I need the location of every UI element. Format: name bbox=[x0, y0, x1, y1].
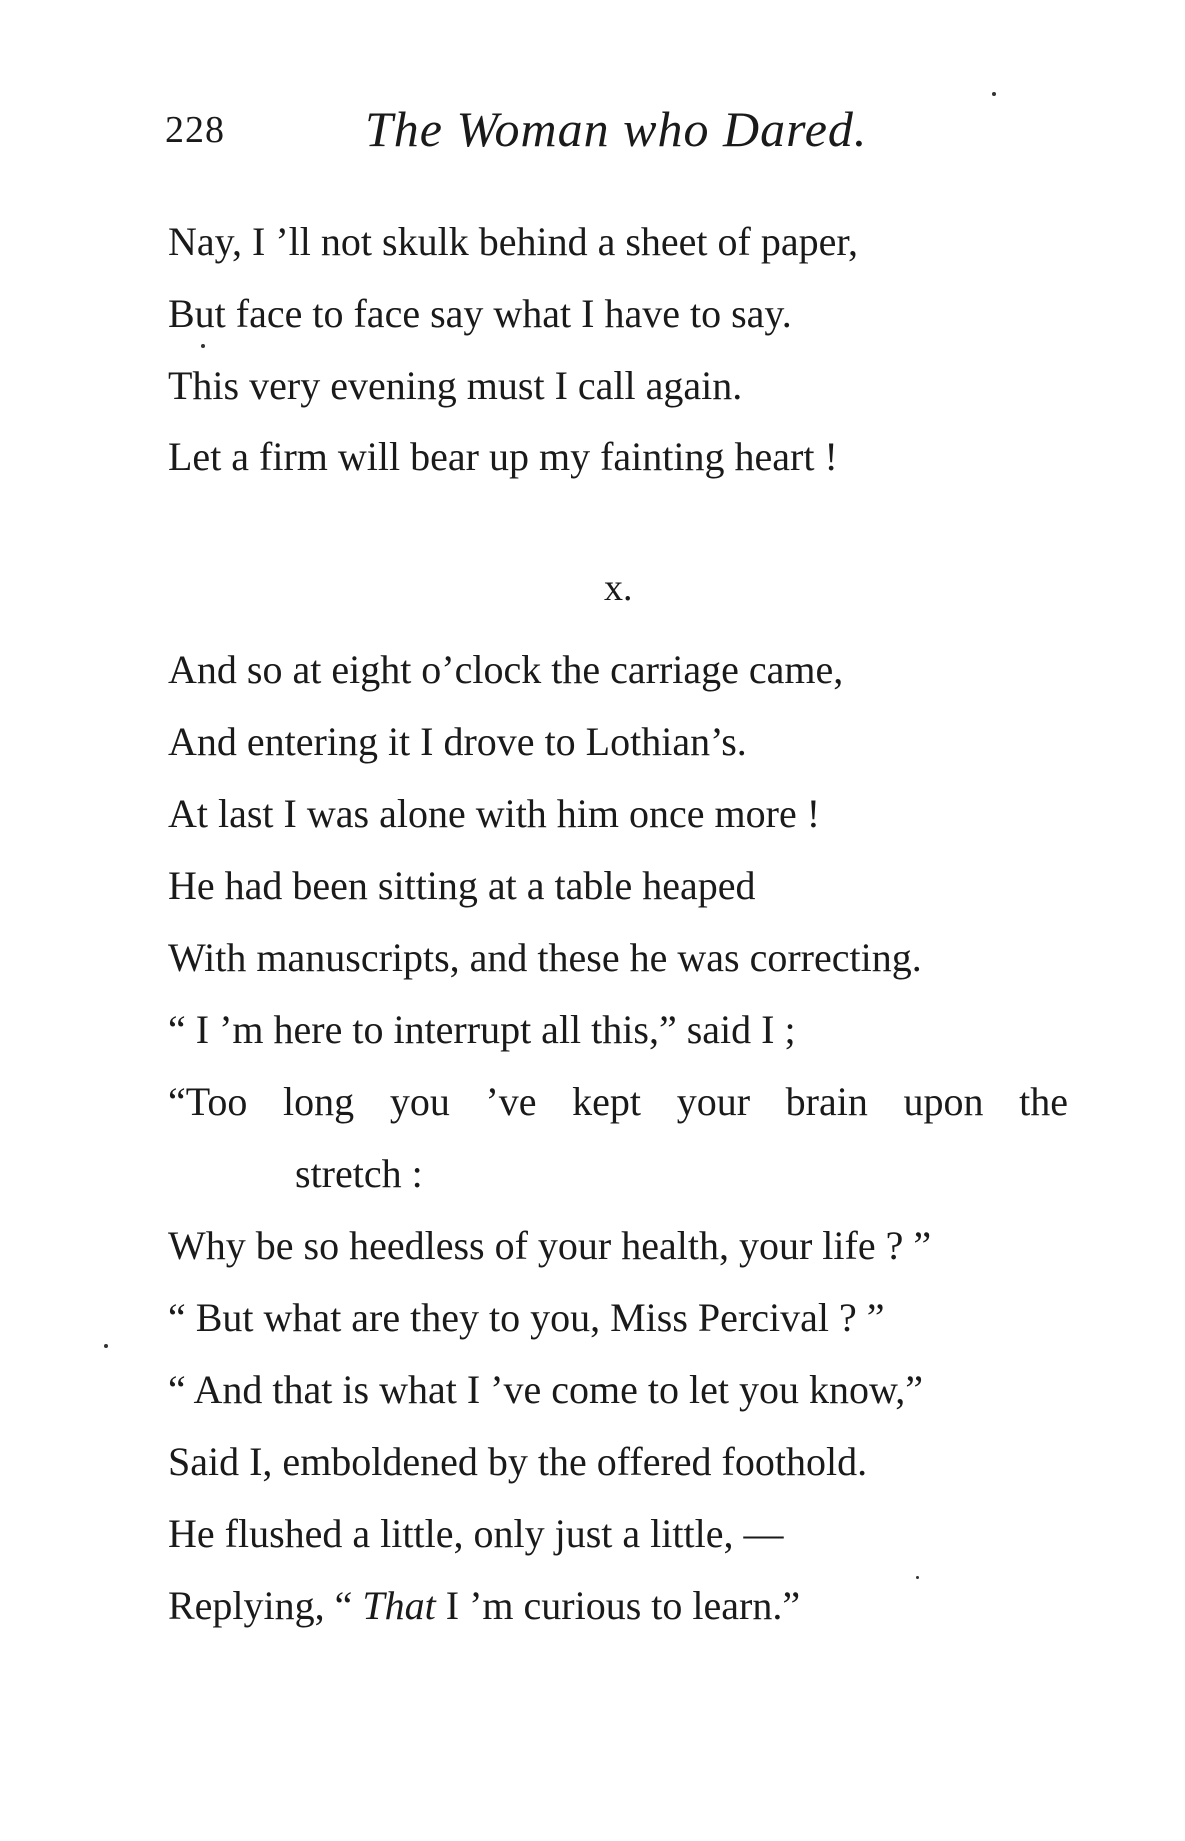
section-number: x. bbox=[604, 567, 633, 609]
verse-line: And entering it I drove to Lothian’s. bbox=[168, 719, 747, 764]
verse-line: Let a firm will bear up my fainting heart ! bbox=[168, 434, 838, 479]
scan-speck bbox=[992, 92, 996, 96]
page-number: 228 bbox=[165, 109, 225, 151]
verse-line: This very evening must I call again. bbox=[168, 363, 743, 408]
verse-line: At last I was alone with him once more ! bbox=[168, 791, 821, 836]
verse-line: Said I, emboldened by the offered foothold. bbox=[168, 1439, 868, 1484]
italic-emphasis: That bbox=[362, 1583, 436, 1628]
verse-line: “ And that is what I ’ve come to let you know,” bbox=[168, 1367, 923, 1412]
verse-word: your bbox=[676, 1079, 751, 1124]
verse-text: I ’m curious to learn.” bbox=[435, 1583, 801, 1628]
scan-speck bbox=[201, 344, 205, 348]
verse-word: “Too bbox=[168, 1079, 248, 1124]
verse-line: And so at eight o’clock the carriage came, bbox=[168, 647, 844, 692]
scan-speck bbox=[916, 1576, 919, 1579]
scan-speck bbox=[104, 1344, 108, 1348]
verse-word: ’ve bbox=[485, 1079, 537, 1124]
verse-line: Nay, I ’ll not skulk behind a sheet of paper, bbox=[168, 219, 859, 264]
verse-word: upon bbox=[903, 1079, 984, 1124]
verse-text: Replying, “ bbox=[168, 1583, 363, 1628]
verse-line bbox=[168, 1583, 801, 1628]
verse-line: But face to face say what I have to say. bbox=[168, 291, 792, 336]
verse-line: “ I ’m here to interrupt all this,” said I ; bbox=[168, 1007, 796, 1052]
verse-line: With manuscripts, and these he was correcting. bbox=[168, 935, 922, 980]
verse-word: the bbox=[1019, 1079, 1068, 1124]
verse-word: long bbox=[283, 1079, 355, 1124]
verse-line: He flushed a little, only just a little, — bbox=[168, 1511, 784, 1556]
verse-line-continuation: stretch : bbox=[295, 1151, 423, 1196]
verse-word: you bbox=[389, 1079, 450, 1124]
verse-word: brain bbox=[785, 1079, 868, 1124]
running-title: The Woman who Dared. bbox=[365, 101, 868, 157]
verse-line-justified bbox=[168, 1079, 1068, 1124]
verse-line: Why be so heedless of your health, your life ? ” bbox=[168, 1223, 932, 1268]
verse-line: “ But what are they to you, Miss Percival ? ” bbox=[168, 1295, 885, 1340]
verse-line: He had been sitting at a table heaped bbox=[168, 863, 756, 908]
verse-word: kept bbox=[572, 1079, 642, 1124]
